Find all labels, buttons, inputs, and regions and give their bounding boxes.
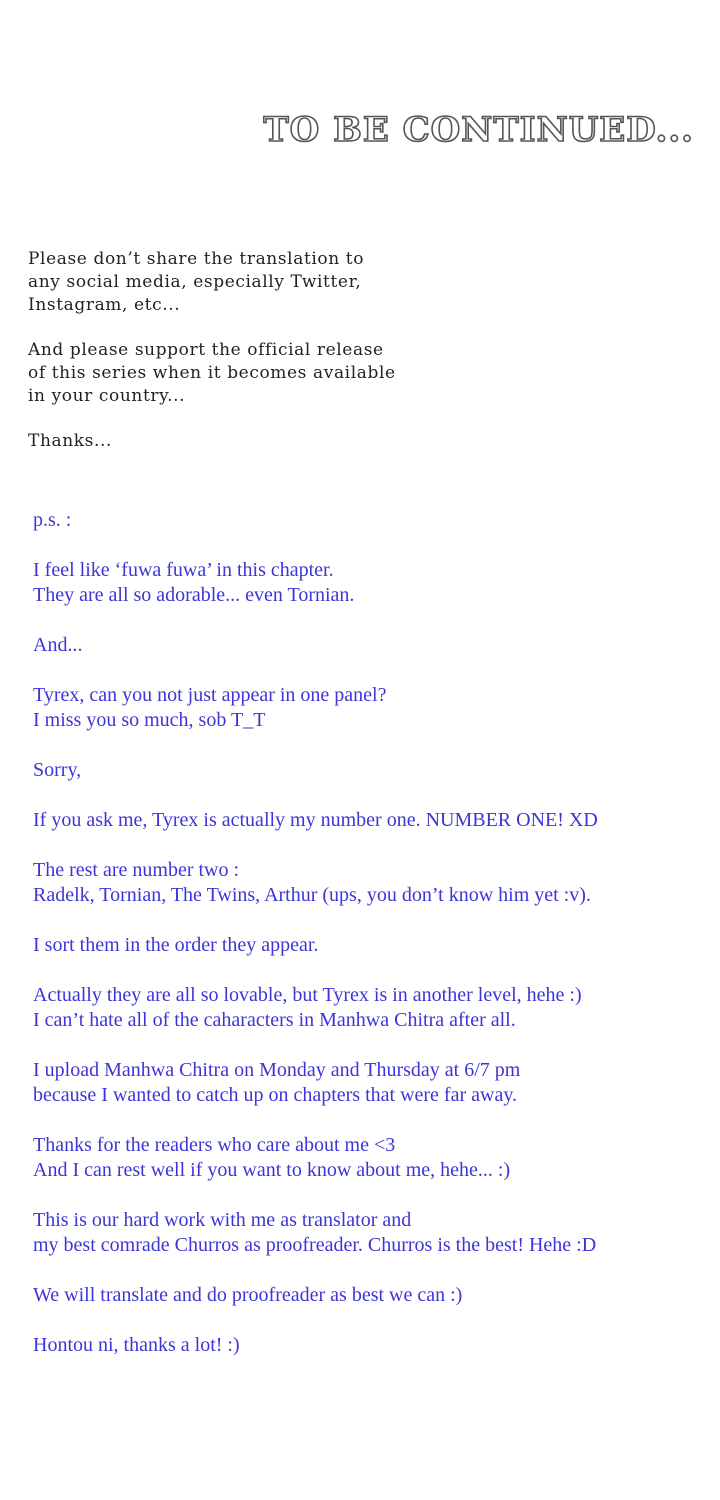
ps-paragraph: I upload Manhwa Chitra on Monday and Thursday at 6/7 pm because I wanted to catch up on chapters that were far away. [33,1059,521,1106]
ps-paragraph: If you ask me, Tyrex is actually my number one. NUMBER ONE! XD [33,809,598,831]
ps-paragraph: Thanks for the readers who care about me <3 And I can rest well if you want to know about me, hehe... :) [33,1134,511,1181]
ps-paragraph: Tyrex, can you not just appear in one panel? I miss you so much, sob T_T [33,684,387,731]
ps-paragraph: This is our hard work with me as translator and my best comrade Churros as proofreader. Churros is the best! Hehe :D [33,1209,597,1256]
to-be-continued-title: TO BE CONTINUED... [263,110,694,150]
ps-paragraph: I feel like ‘fuwa fuwa’ in this chapter. They are all so adorable... even Tornian. [33,559,355,606]
ps-closing: Hontou ni, thanks a lot! :) [33,1334,240,1356]
notice-paragraph: Thanks... [28,431,113,451]
translator-postscript [33,508,703,1383]
notice-paragraph: And please support the official release of this series when it becomes available in your country... [28,340,396,406]
ps-paragraph: The rest are number two : Radelk, Tornian, The Twins, Arthur (ups, you don’t know him yet :v). [33,859,591,906]
notice-paragraph: Please don’t share the translation to any social media, especially Twitter, Instagram, etc... [28,249,365,315]
ps-paragraph: I sort them in the order they appear. [33,934,319,956]
ps-paragraph: And... [33,634,83,656]
ps-paragraph: Sorry, [33,759,82,781]
ps-paragraph: We will translate and do proofreader as best we can :) [33,1284,463,1306]
ps-heading: p.s. : [33,509,72,531]
ps-paragraph: Actually they are all so lovable, but Tyrex is in another level, hehe :) I can’t hate all of the caharacters in Manhwa Chitra after all. [33,984,582,1031]
translation-notice [28,248,448,475]
